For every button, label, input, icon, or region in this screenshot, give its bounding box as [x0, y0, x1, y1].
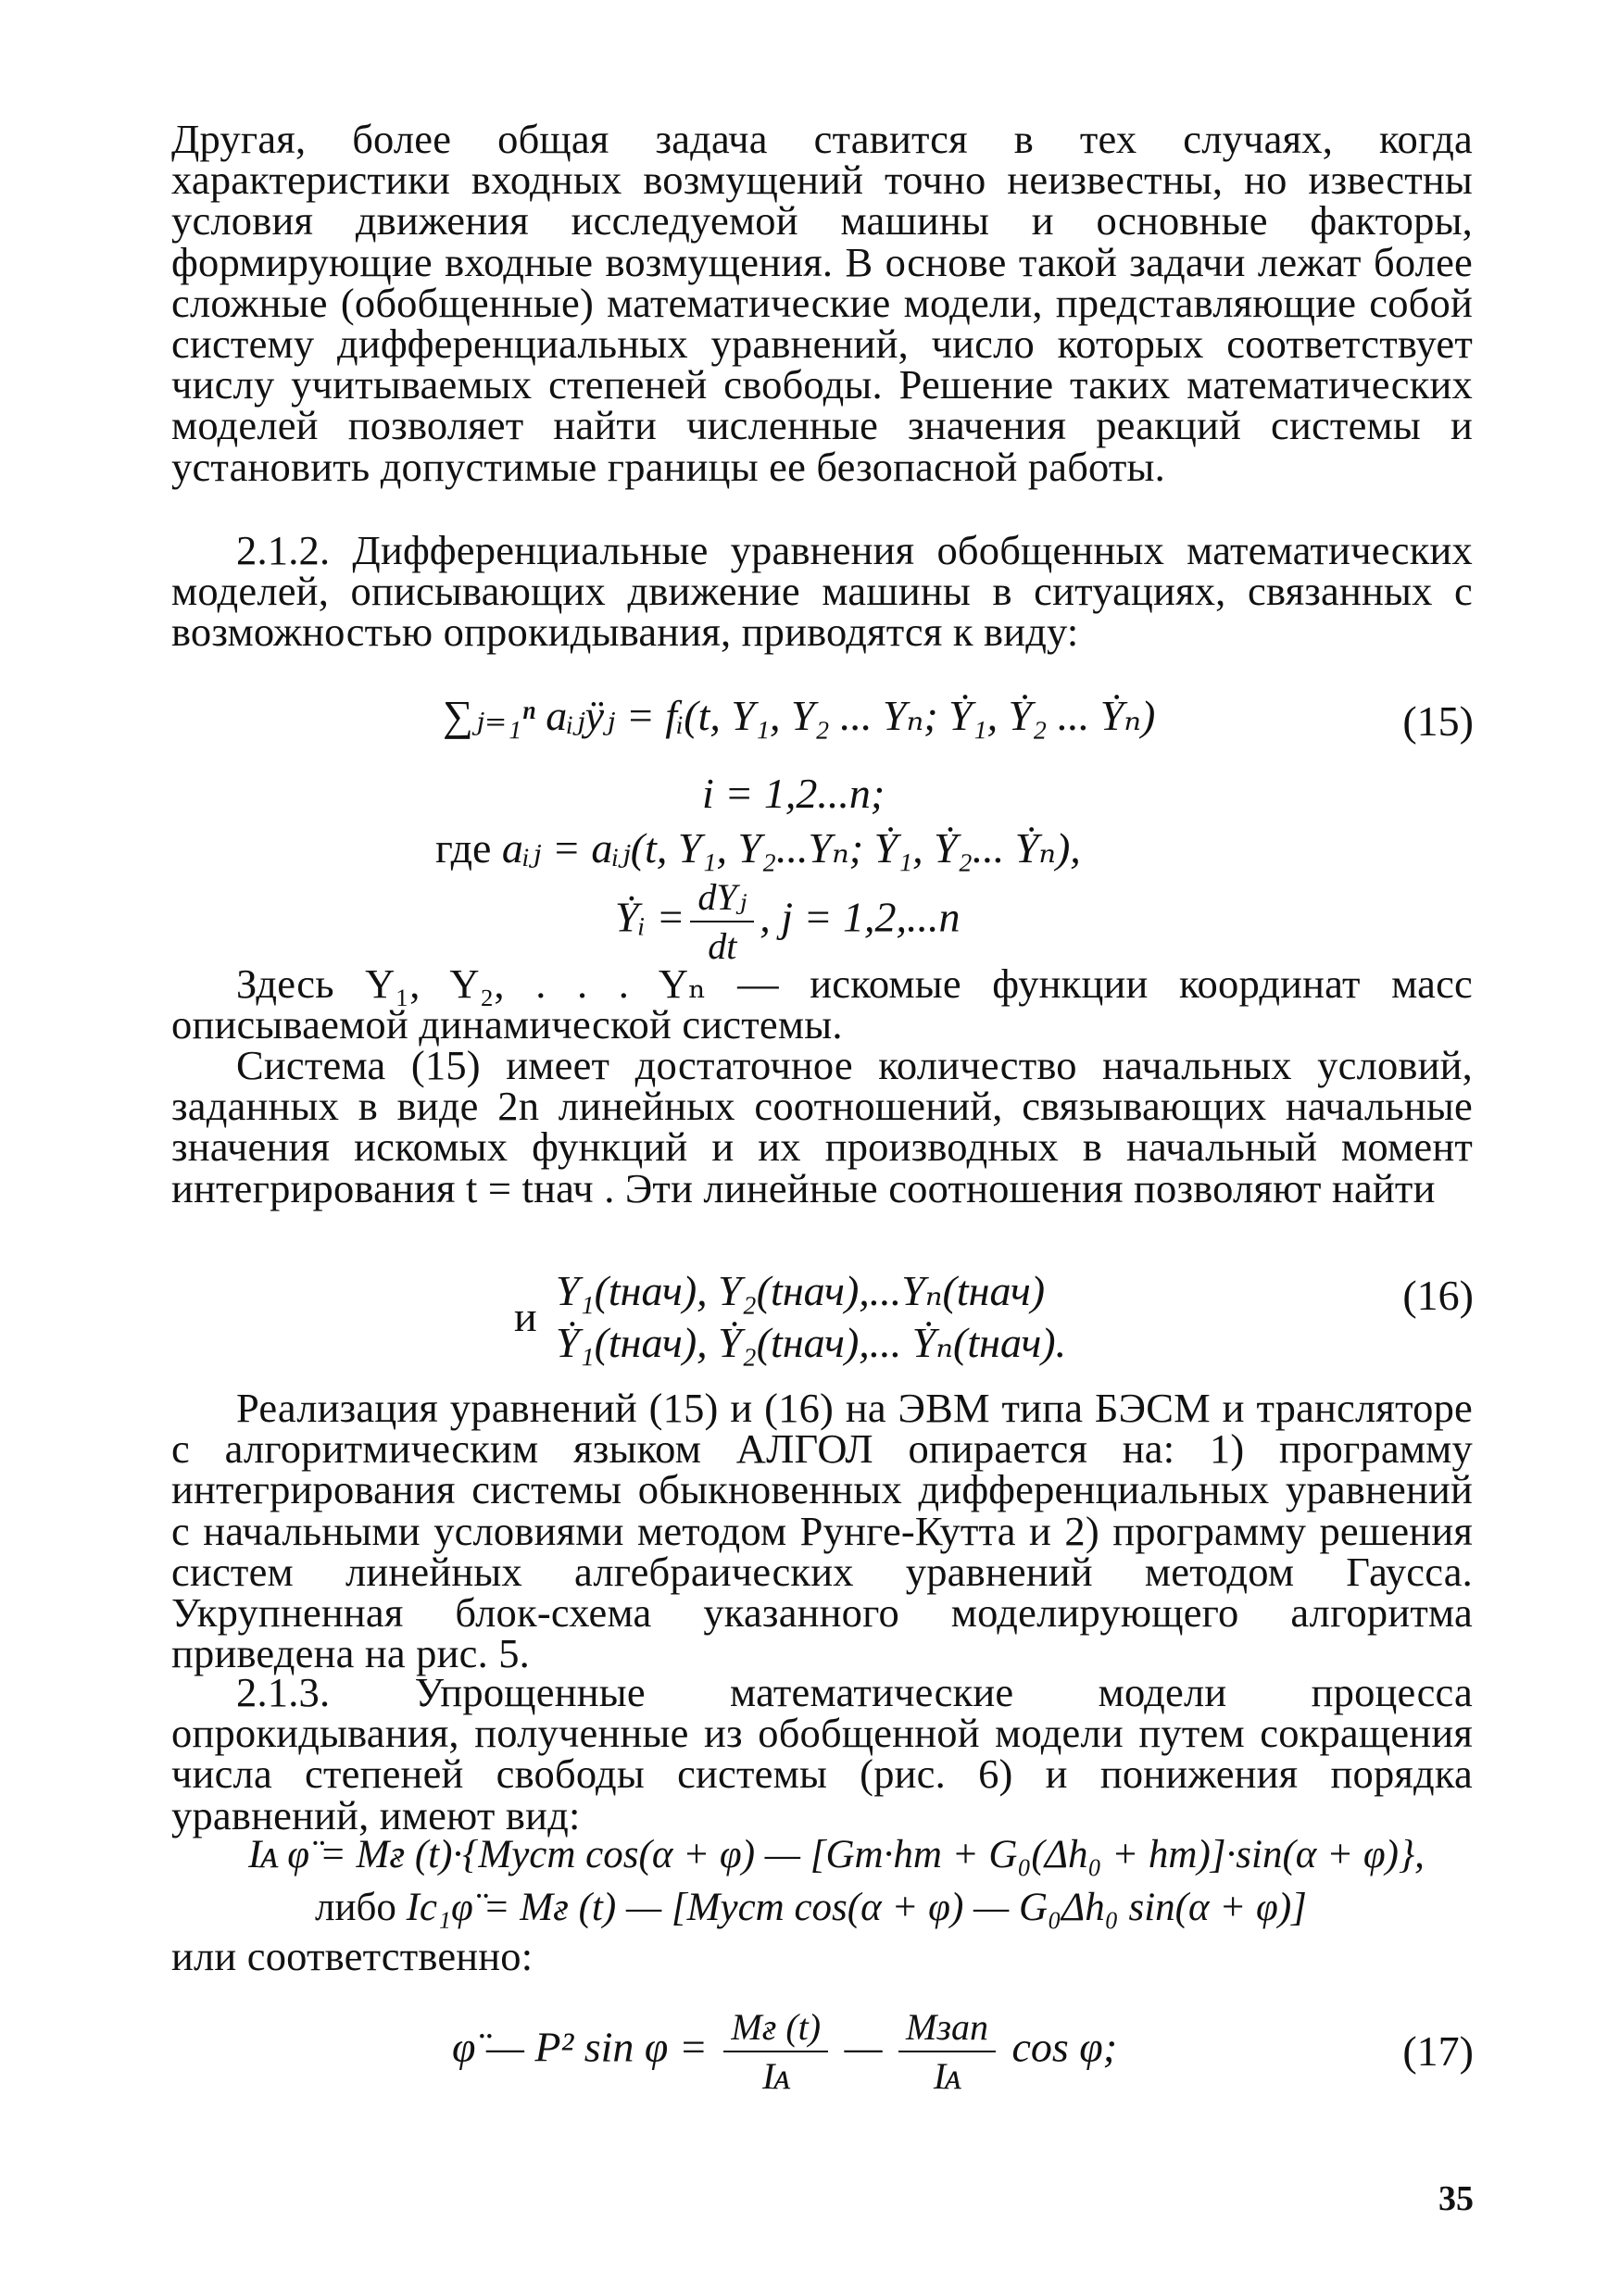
fraction-2-denominator: Iᴀ	[933, 2055, 961, 2097]
equation-16-line-2: Ẏ₁(tнач), Ẏ₂(tнач),... Ẏₙ(tнач).	[556, 1319, 1067, 1366]
paragraph-2-1-2	[171, 527, 1473, 656]
paragraph-or-respectively: или соответственно:	[171, 1933, 534, 1979]
fraction-mf-ia	[723, 2005, 828, 2098]
page-number: 35	[1438, 2179, 1474, 2218]
fraction-mzap-ia	[898, 2005, 996, 2098]
equation-inertia-1: Iᴀ φ̈ = Mғ (t)·{Mуст cos(α + φ) — [Gт·hт + G₀(Δh₀ + hт)]·sin(α + φ)},	[248, 1833, 1425, 1876]
equation-inertia-2	[315, 1885, 1307, 1930]
equation-15-line-3-text: aᵢⱼ = aᵢⱼ(t, Y₁, Y₂...Yₙ; Ẏ₁, Ẏ₂... Ẏₙ),	[501, 824, 1081, 872]
fraction-1-denominator: Iᴀ	[762, 2055, 790, 2097]
equation-17-rhs: cos φ;	[1000, 2023, 1118, 2071]
paragraph-implementation-text: Реализация уравнений (15) и (16) на ЭВМ типа БЭСМ и трансляторе с алгоритмическим языком АЛГОЛ опирается на: 1) программу интегрирования системы обыкновенных дифференциальных уравнений с начальными условиями методом Рунге-Кутта и 2) программу решения систем линейных алгебраических уравнений методом Гаусса. Укрупненная блок-схема указанного моделирующего алгоритма приведена на рис. 5.	[171, 1385, 1473, 1677]
fraction-denominator: dt	[708, 925, 737, 967]
equation-15-line-4-lhs: Ẏᵢ =	[615, 893, 685, 941]
equation-16-number: (16)	[1402, 1272, 1474, 1319]
equation-15-line-2: i = 1,2...n;	[702, 770, 885, 817]
equation-17-number: (17)	[1402, 2027, 1474, 2075]
paragraph-1: Другая, более общая задача ставится в тех случаях, когда характеристики входных возмущений точно неизвестны, но известны условия движения исследуемой машины и основные факторы, формирующие входные возмущения. В основе такой задачи лежат более сложные (обобщенные) математические модели, представляющие собой систему дифференциальных уравнений, число которых соответствует числу учитываемых степеней свободы. Решение таких математических моделей позволяет найти численные значения реакций системы и установить допустимые границы ее безопасной работы.	[171, 116, 1473, 490]
paragraph-here	[171, 960, 1473, 1048]
equation-17-lhs: φ̈ — P² sin φ =	[452, 2023, 719, 2071]
paragraph-implementation	[171, 1385, 1473, 1677]
equation-15-line-4	[615, 875, 961, 968]
equation-15-line-1: ∑ⱼ₌₁ⁿ aᵢⱼÿⱼ = fᵢ(t, Y₁, Y₂ ... Yₙ; Ẏ₁, Ẏ₂ ... Ẏₙ)	[443, 692, 1156, 739]
equation-17-minus: —	[834, 2023, 894, 2071]
paragraph-2-1-3-text: 2.1.3. Упрощенные математические модели процесса опрокидывания, полученные из обобщенной модели путем сокращения числа степеней свободы системы (рис. 6) и понижения порядка уравнений, имеют вид:	[171, 1669, 1473, 1838]
paragraph-here-text: Здесь Y₁, Y₂, . . . Yₙ — искомые функции координат масс описываемой динамической системы.	[171, 960, 1473, 1048]
equation-inertia-2-text: Iс₁φ̈ = Mғ (t) — [Mуст cos(α + φ) — G₀Δh₀ sin(α + φ)]	[406, 1886, 1307, 1929]
equation-inertia-2-prefix: либо	[315, 1886, 396, 1929]
fraction-1-numerator: Mғ (t)	[723, 2005, 828, 2052]
fraction-2-numerator: Mзап	[898, 2005, 996, 2052]
equation-15-number: (15)	[1402, 697, 1474, 745]
paragraph-system-text: Система (15) имеет достаточное количество начальных условий, заданных в виде 2n линейных соотношений, связывающих начальные значения искомых функций и их производных в начальный момент интегрирования t = tнач . Эти линейные соотношения позволяют найти	[171, 1042, 1473, 1211]
equation-16-and: и	[514, 1293, 537, 1340]
equation-15-line-3	[435, 822, 1081, 872]
equation-15-line-4-rhs: , j = 1,2,...n	[760, 893, 961, 941]
paragraph-2-1-2-text: 2.1.2. Дифференциальные уравнения обобщенных математических моделей, описывающих движение машины в ситуациях, связанных с возможностью опрокидывания, приводятся к виду:	[171, 527, 1473, 656]
equation-16-line-1: Y₁(tнач), Y₂(tнач),...Yₙ(tнач)	[556, 1267, 1046, 1314]
equation-17	[452, 2005, 1117, 2098]
paragraph-2-1-3	[171, 1669, 1473, 1838]
fraction-numerator: dYⱼ	[690, 875, 754, 922]
equation-15-where-word: где	[435, 824, 492, 872]
paragraph-system	[171, 1042, 1473, 1211]
fraction-dy-dt	[690, 875, 754, 968]
